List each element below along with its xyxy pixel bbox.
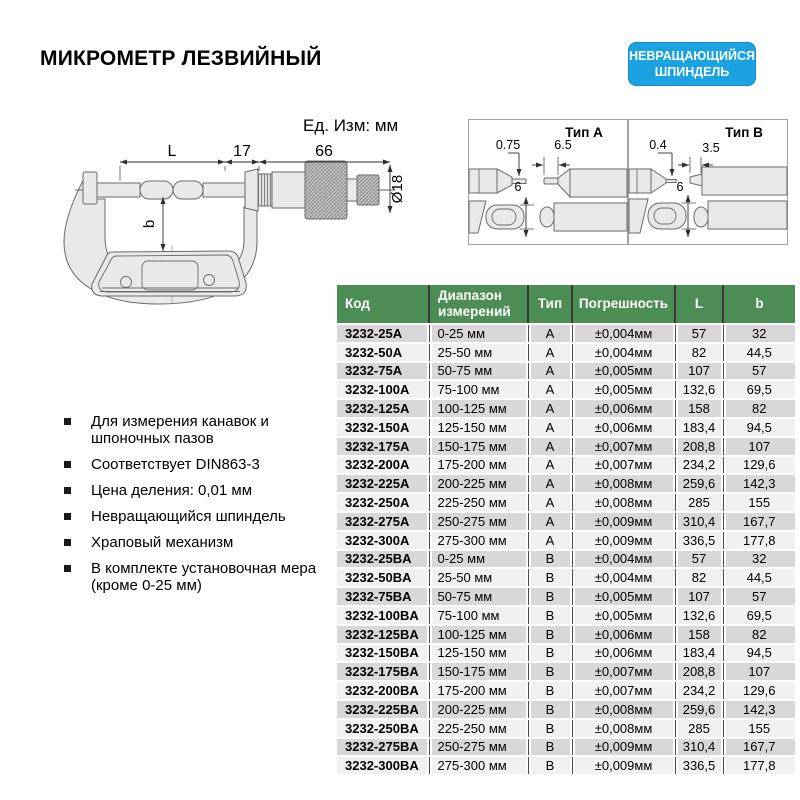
cell-code: 3232-75BA <box>337 587 429 606</box>
cell-code: 3232-250A <box>337 493 429 512</box>
cell-b: 44,5 <box>723 343 795 362</box>
cell-l: 82 <box>675 343 723 362</box>
cell-code: 3232-125A <box>337 399 429 418</box>
table-row <box>337 550 795 569</box>
feature-item <box>64 534 326 551</box>
table-row <box>337 380 795 399</box>
table-row <box>337 456 795 475</box>
cell-type: A <box>528 512 572 531</box>
cell-type: A <box>528 531 572 550</box>
cell-b: 44,5 <box>723 568 795 587</box>
cell-type: A <box>528 362 572 381</box>
type-b-label: Тип B <box>725 125 763 140</box>
cell-code: 3232-100BA <box>337 606 429 625</box>
cell-code: 3232-75A <box>337 362 429 381</box>
header-cell-type: Тип <box>528 285 572 324</box>
dim-label-17: 17 <box>233 143 251 160</box>
cell-range: 50-75 мм <box>429 587 528 606</box>
cell-range: 0-25 мм <box>429 324 528 343</box>
cell-code: 3232-100A <box>337 380 429 399</box>
cell-b: 69,5 <box>723 380 795 399</box>
cell-code: 3232-300BA <box>337 756 429 775</box>
table-row <box>337 756 795 775</box>
cell-code: 3232-175BA <box>337 662 429 681</box>
feature-text: Для измерения канавок и шпоночных пазов <box>91 413 269 447</box>
type-a-height: 6 <box>514 180 522 194</box>
badge-line-2: ШПИНДЕЛЬ <box>654 65 730 79</box>
cell-b: 177,8 <box>723 531 795 550</box>
cell-l: 336,5 <box>675 531 723 550</box>
cell-b: 82 <box>723 625 795 644</box>
cell-l: 310,4 <box>675 512 723 531</box>
table-row <box>337 362 795 381</box>
cell-range: 150-175 мм <box>429 662 528 681</box>
type-b-length: 3.5 <box>702 141 720 155</box>
cell-accuracy: ±0,008мм <box>572 474 675 493</box>
cell-b: 82 <box>723 399 795 418</box>
page-title: МИКРОМЕТР ЛЕЗВИЙНЫЙ <box>40 47 322 71</box>
cell-accuracy: ±0,007мм <box>572 662 675 681</box>
table-row <box>337 512 795 531</box>
specs-table-wrap <box>337 285 795 776</box>
cell-l: 285 <box>675 719 723 738</box>
cell-range: 25-50 мм <box>429 343 528 362</box>
cell-code: 3232-150BA <box>337 644 429 663</box>
cell-type: A <box>528 437 572 456</box>
cell-l: 208,8 <box>675 662 723 681</box>
cell-range: 50-75 мм <box>429 362 528 381</box>
cell-l: 259,6 <box>675 700 723 719</box>
cell-b: 167,7 <box>723 512 795 531</box>
cell-accuracy: ±0,007мм <box>572 456 675 475</box>
cell-accuracy: ±0,008мм <box>572 719 675 738</box>
cell-b: 167,7 <box>723 738 795 757</box>
cell-accuracy: ±0,007мм <box>572 437 675 456</box>
features-list <box>64 413 326 603</box>
cell-b: 177,8 <box>723 756 795 775</box>
cell-b: 129,6 <box>723 681 795 700</box>
cell-range: 125-150 мм <box>429 644 528 663</box>
cell-b: 94,5 <box>723 644 795 663</box>
grip-plate <box>92 251 247 296</box>
cell-code: 3232-125BA <box>337 625 429 644</box>
cell-b: 142,3 <box>723 474 795 493</box>
dim-label-L: L <box>167 143 177 160</box>
cell-type: B <box>528 568 572 587</box>
non-rotating-spindle-badge <box>628 42 756 86</box>
cell-code: 3232-25BA <box>337 550 429 569</box>
cell-b: 155 <box>723 493 795 512</box>
bullet-square-icon <box>64 418 71 425</box>
cell-l: 285 <box>675 493 723 512</box>
cell-accuracy: ±0,005мм <box>572 606 675 625</box>
thimble-step <box>347 179 357 201</box>
feature-item <box>64 508 326 525</box>
cell-range: 175-200 мм <box>429 456 528 475</box>
cell-b: 57 <box>723 587 795 606</box>
header-cell-b: b <box>723 285 795 324</box>
cell-type: A <box>528 380 572 399</box>
cell-range: 75-100 мм <box>429 380 528 399</box>
cell-l: 132,6 <box>675 606 723 625</box>
type-a-label: Тип A <box>565 125 603 140</box>
table-row <box>337 700 795 719</box>
table-row <box>337 681 795 700</box>
feature-text: Соответствует DIN863-3 <box>91 456 260 473</box>
table-row <box>337 644 795 663</box>
frame-boss <box>245 169 258 211</box>
bullet-square-icon <box>64 513 71 520</box>
cell-accuracy: ±0,006мм <box>572 625 675 644</box>
cell-accuracy: ±0,004мм <box>572 550 675 569</box>
table-row <box>337 662 795 681</box>
dim-label-dia18: Ø18 <box>389 174 406 204</box>
cell-range: 25-50 мм <box>429 568 528 587</box>
cell-l: 107 <box>675 362 723 381</box>
cell-b: 107 <box>723 437 795 456</box>
barrel-sleeve <box>272 172 305 208</box>
cell-type: A <box>528 493 572 512</box>
cell-code: 3232-200A <box>337 456 429 475</box>
table-row <box>337 587 795 606</box>
cell-accuracy: ±0,005мм <box>572 587 675 606</box>
cell-type: A <box>528 474 572 493</box>
header-cell-range: Диапазон измерений <box>429 285 528 324</box>
table-row <box>337 531 795 550</box>
cell-l: 158 <box>675 399 723 418</box>
cell-type: B <box>528 606 572 625</box>
cell-accuracy: ±0,004мм <box>572 343 675 362</box>
feature-text: Храповый механизм <box>91 534 234 551</box>
cell-b: 32 <box>723 550 795 569</box>
bullet-square-icon <box>64 565 71 572</box>
cell-accuracy: ±0,007мм <box>572 681 675 700</box>
anvil-cap <box>83 172 97 204</box>
cell-type: A <box>528 324 572 343</box>
cell-l: 208,8 <box>675 437 723 456</box>
cell-type: B <box>528 681 572 700</box>
cell-range: 250-275 мм <box>429 738 528 757</box>
cell-range: 125-150 мм <box>429 418 528 437</box>
cell-b: 129,6 <box>723 456 795 475</box>
cell-accuracy: ±0,009мм <box>572 738 675 757</box>
blade-slot-left <box>140 181 173 199</box>
specs-table <box>337 285 795 776</box>
table-row <box>337 437 795 456</box>
table-header-row <box>337 285 795 324</box>
feature-item <box>64 560 326 594</box>
cell-range: 275-300 мм <box>429 756 528 775</box>
cell-range: 200-225 мм <box>429 474 528 493</box>
cell-l: 132,6 <box>675 380 723 399</box>
cell-l: 234,2 <box>675 681 723 700</box>
cell-accuracy: ±0,006мм <box>572 644 675 663</box>
feature-text: Цена деления: 0,01 мм <box>91 482 253 499</box>
cell-l: 310,4 <box>675 738 723 757</box>
header-cell-code: Код <box>337 285 429 324</box>
cell-b: 107 <box>723 662 795 681</box>
cell-type: A <box>528 418 572 437</box>
table-row <box>337 719 795 738</box>
cell-l: 82 <box>675 568 723 587</box>
cell-range: 225-250 мм <box>429 493 528 512</box>
cell-range: 150-175 мм <box>429 437 528 456</box>
cell-type: A <box>528 343 572 362</box>
cell-accuracy: ±0,009мм <box>572 531 675 550</box>
cell-l: 57 <box>675 324 723 343</box>
cell-accuracy: ±0,006мм <box>572 418 675 437</box>
cell-b: 69,5 <box>723 606 795 625</box>
type-a-thickness: 0.75 <box>495 138 521 152</box>
table-row <box>337 343 795 362</box>
cell-l: 57 <box>675 550 723 569</box>
table-row <box>337 493 795 512</box>
cell-code: 3232-300A <box>337 531 429 550</box>
cell-code: 3232-50A <box>337 343 429 362</box>
ratchet-stop <box>357 175 379 205</box>
cell-b: 155 <box>723 719 795 738</box>
cell-type: B <box>528 756 572 775</box>
cell-l: 183,4 <box>675 418 723 437</box>
table-row <box>337 324 795 343</box>
cell-l: 234,2 <box>675 456 723 475</box>
dim-label-b: b <box>141 219 158 229</box>
cell-l: 107 <box>675 587 723 606</box>
cell-code: 3232-250BA <box>337 719 429 738</box>
spindle-rod <box>203 183 250 197</box>
lock-ring <box>258 174 272 206</box>
cell-type: A <box>528 399 572 418</box>
cell-type: B <box>528 700 572 719</box>
cell-l: 183,4 <box>675 644 723 663</box>
cell-code: 3232-225BA <box>337 700 429 719</box>
bullet-square-icon <box>64 461 71 468</box>
blade-slot-right <box>173 181 203 199</box>
cell-range: 200-225 мм <box>429 700 528 719</box>
cell-range: 175-200 мм <box>429 681 528 700</box>
thimble <box>305 161 347 219</box>
cell-type: B <box>528 644 572 663</box>
cell-type: B <box>528 587 572 606</box>
table-row <box>337 738 795 757</box>
cell-code: 3232-225A <box>337 474 429 493</box>
cell-accuracy: ±0,006мм <box>572 399 675 418</box>
cell-accuracy: ±0,004мм <box>572 324 675 343</box>
cell-range: 100-125 мм <box>429 399 528 418</box>
anvil-rod <box>97 183 140 197</box>
cell-type: B <box>528 738 572 757</box>
bullet-square-icon <box>64 539 71 546</box>
table-row <box>337 625 795 644</box>
table-row <box>337 474 795 493</box>
type-b-thickness: 0.4 <box>649 138 667 152</box>
feature-item <box>64 413 326 447</box>
type-b-diagram <box>628 119 788 245</box>
badge-line-1: НЕВРАЩАЮЩИЙСЯ <box>629 48 756 63</box>
units-label: Ед. Изм: мм <box>303 116 399 135</box>
cell-accuracy: ±0,005мм <box>572 362 675 381</box>
type-a-length: 6.5 <box>554 138 572 152</box>
cell-accuracy: ±0,005мм <box>572 380 675 399</box>
type-a-diagram <box>468 119 628 245</box>
cell-code: 3232-150A <box>337 418 429 437</box>
cell-range: 225-250 мм <box>429 719 528 738</box>
cell-range: 275-300 мм <box>429 531 528 550</box>
feature-item <box>64 482 326 499</box>
cell-code: 3232-50BA <box>337 568 429 587</box>
table-row <box>337 568 795 587</box>
cell-code: 3232-175A <box>337 437 429 456</box>
cell-accuracy: ±0,009мм <box>572 756 675 775</box>
feature-item <box>64 456 326 473</box>
cell-type: B <box>528 550 572 569</box>
cell-b: 57 <box>723 362 795 381</box>
cell-l: 336,5 <box>675 756 723 775</box>
cell-type: B <box>528 719 572 738</box>
table-row <box>337 606 795 625</box>
cell-code: 3232-25A <box>337 324 429 343</box>
cell-accuracy: ±0,004мм <box>572 568 675 587</box>
cell-range: 0-25 мм <box>429 550 528 569</box>
type-b-height: 6 <box>676 180 684 194</box>
cell-accuracy: ±0,008мм <box>572 700 675 719</box>
cell-code: 3232-200BA <box>337 681 429 700</box>
table-row <box>337 399 795 418</box>
cell-type: A <box>528 456 572 475</box>
dim-label-66: 66 <box>315 143 333 160</box>
feature-text: Невращающийся шпиндель <box>91 508 286 525</box>
cell-range: 75-100 мм <box>429 606 528 625</box>
cell-range: 250-275 мм <box>429 512 528 531</box>
cell-b: 142,3 <box>723 700 795 719</box>
feature-text: В комплекте установочная мера (кроме 0-25 мм) <box>91 560 317 594</box>
cell-l: 259,6 <box>675 474 723 493</box>
cell-range: 100-125 мм <box>429 625 528 644</box>
cell-l: 158 <box>675 625 723 644</box>
cell-type: B <box>528 625 572 644</box>
cell-b: 94,5 <box>723 418 795 437</box>
table-body <box>337 324 795 775</box>
cell-code: 3232-275A <box>337 512 429 531</box>
cell-accuracy: ±0,009мм <box>572 512 675 531</box>
cell-b: 32 <box>723 324 795 343</box>
cell-type: B <box>528 662 572 681</box>
table-row <box>337 418 795 437</box>
cell-code: 3232-275BA <box>337 738 429 757</box>
header-cell-accuracy: Погрешность <box>572 285 675 324</box>
bullet-square-icon <box>64 487 71 494</box>
cell-accuracy: ±0,008мм <box>572 493 675 512</box>
header-cell-l: L <box>675 285 723 324</box>
